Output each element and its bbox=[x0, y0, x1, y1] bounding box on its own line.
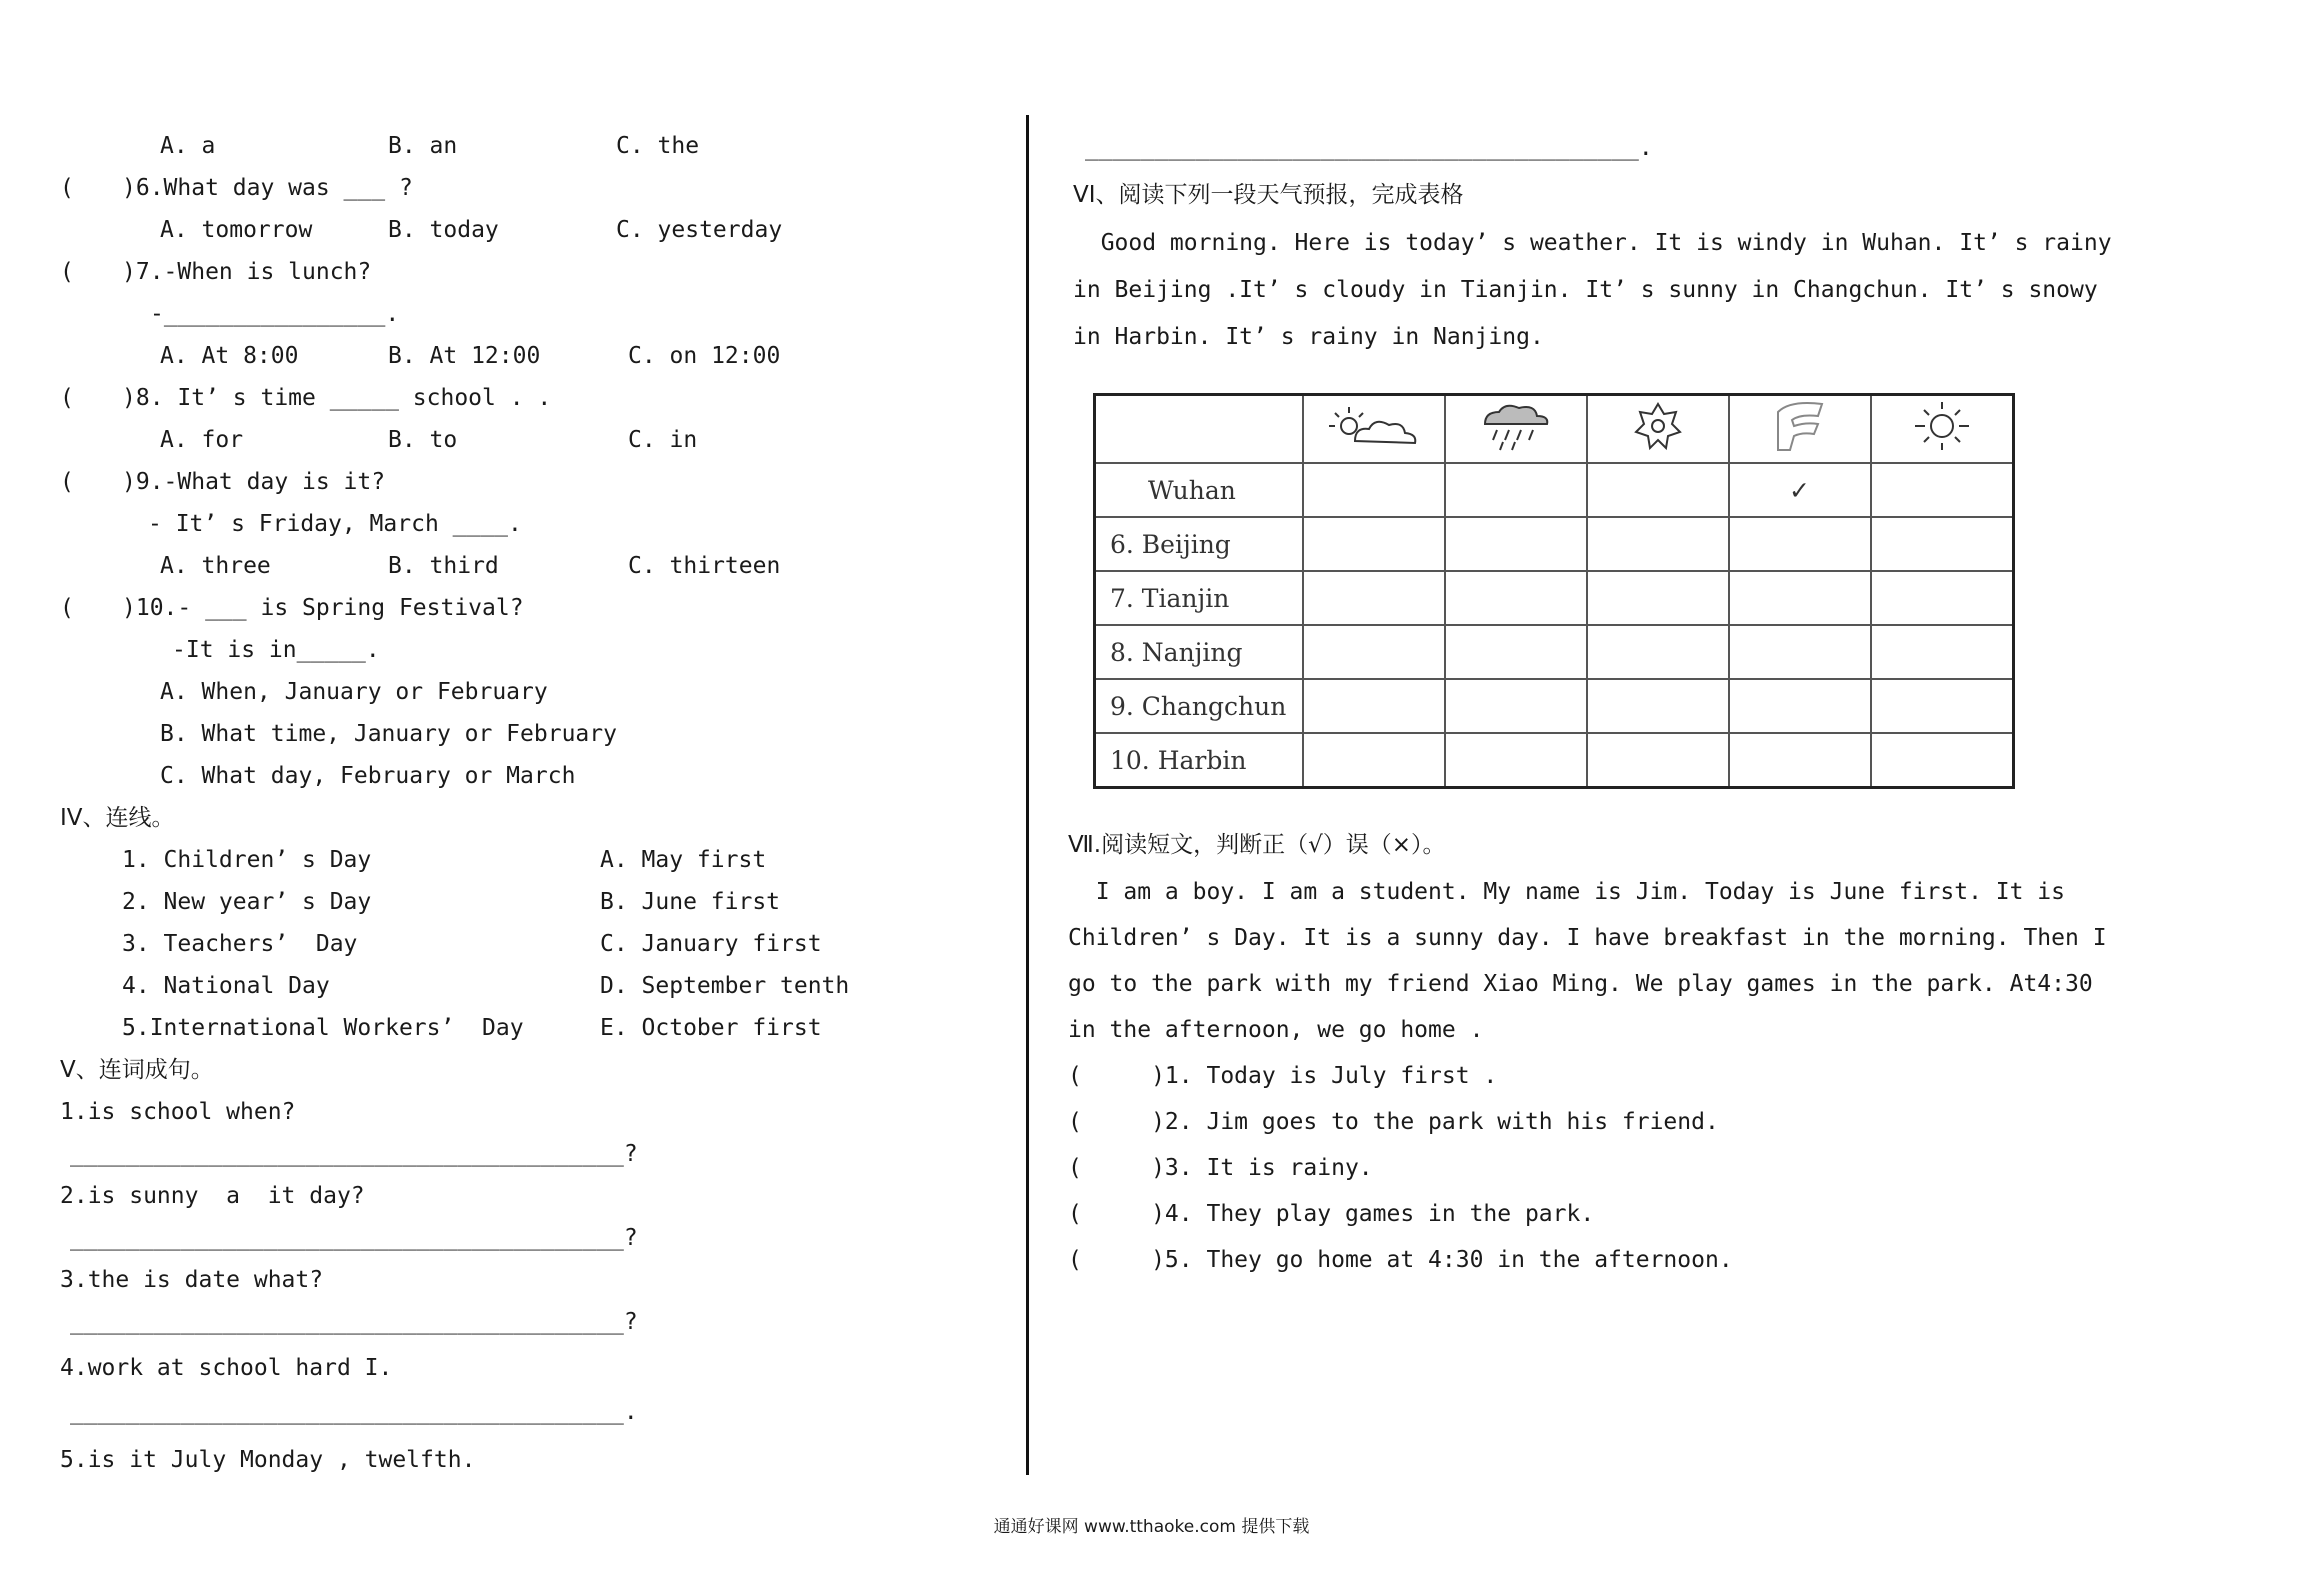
answer-blank: -________________. bbox=[150, 301, 400, 327]
answer-line[interactable]: ________________________________________. bbox=[70, 1399, 638, 1425]
windy-icon bbox=[1729, 395, 1871, 464]
tf-item[interactable]: ( )1. Today is July first . bbox=[1068, 1063, 1498, 1089]
section-title: Ⅶ.阅读短文，判断正（√）误（×）。 bbox=[1068, 832, 1446, 858]
table-row bbox=[1095, 463, 2014, 517]
sunny-icon bbox=[1871, 395, 2014, 464]
answer-cell[interactable] bbox=[1303, 733, 1445, 788]
passage-line: Good morning. Here is today’ s weather. It is windy in Wuhan. It’ s rainy bbox=[1073, 230, 2112, 256]
table-row bbox=[1095, 679, 2014, 733]
answer-cell[interactable] bbox=[1729, 571, 1871, 625]
match-left-item: 3. Teachers’ Day bbox=[122, 931, 358, 957]
tf-item[interactable]: ( )5. They go home at 4:30 in the afternoon. bbox=[1068, 1247, 1733, 1273]
match-right-item: E. October first bbox=[600, 1015, 822, 1041]
answer-cell[interactable] bbox=[1587, 679, 1729, 733]
question-text: )6.What day was ___ ? bbox=[122, 175, 413, 201]
answer-cell[interactable] bbox=[1729, 679, 1871, 733]
answer-line[interactable]: ________________________________________? bbox=[70, 1309, 638, 1335]
scrambled-sentence: 2.is sunny a it day? bbox=[60, 1183, 365, 1209]
city-cell: 9. Changchun bbox=[1095, 679, 1303, 733]
option-b: B. At 12:00 bbox=[388, 343, 541, 369]
question-text: )7.-When is lunch? bbox=[122, 259, 372, 285]
table-row bbox=[1095, 625, 2014, 679]
option-b: B. an bbox=[388, 133, 458, 159]
passage-line: in the afternoon, we go home . bbox=[1068, 1017, 1484, 1043]
match-right-item: D. September tenth bbox=[600, 973, 850, 999]
table-row bbox=[1095, 571, 2014, 625]
city-cell: 8. Nanjing bbox=[1095, 625, 1303, 679]
cloudy-icon bbox=[1303, 395, 1445, 464]
table-header-row bbox=[1095, 395, 2014, 464]
section-title: VI、阅读下列一段天气预报，完成表格 bbox=[1073, 182, 1464, 208]
city-cell: 10. Harbin bbox=[1095, 733, 1303, 788]
option-a: A. a bbox=[160, 133, 216, 159]
rainy-icon bbox=[1445, 395, 1587, 464]
checkmark-cell[interactable]: ✓ bbox=[1729, 463, 1871, 517]
passage-line: in Harbin. It’ s rainy in Nanjing. bbox=[1073, 324, 1544, 350]
answer-line[interactable]: ________________________________________. bbox=[1085, 135, 1653, 161]
option-b: B. What time, January or February bbox=[160, 721, 617, 747]
weather-table bbox=[1093, 393, 2015, 789]
option-b: B. third bbox=[388, 553, 499, 579]
answer-cell[interactable] bbox=[1303, 517, 1445, 571]
answer-cell[interactable] bbox=[1303, 463, 1445, 517]
match-right-item: A. May first bbox=[600, 847, 767, 873]
answer-line[interactable]: ________________________________________? bbox=[70, 1141, 638, 1167]
option-c: C. What day, February or March bbox=[160, 763, 576, 789]
answer-cell[interactable] bbox=[1445, 517, 1587, 571]
answer-paren[interactable]: ( bbox=[60, 595, 74, 621]
match-right-item: B. June first bbox=[600, 889, 781, 915]
passage-line: in Beijing .It’ s cloudy in Tianjin. It’ s sunny in Changchun. It’ s snowy bbox=[1073, 277, 2098, 303]
question-text: )9.-What day is it? bbox=[122, 469, 386, 495]
tf-item[interactable]: ( )3. It is rainy. bbox=[1068, 1155, 1373, 1181]
header-empty-cell bbox=[1095, 395, 1303, 464]
option-a: A. At 8:00 bbox=[160, 343, 299, 369]
answer-cell[interactable] bbox=[1303, 571, 1445, 625]
answer-cell[interactable] bbox=[1445, 463, 1587, 517]
section-title: IV、连线。 bbox=[60, 805, 175, 831]
footer-text: 通通好课网 www.tthaoke.com 提供下载 bbox=[993, 1517, 1310, 1537]
tf-item[interactable]: ( )2. Jim goes to the park with his friend. bbox=[1068, 1109, 1719, 1135]
option-a: A. tomorrow bbox=[160, 217, 313, 243]
option-b: B. to bbox=[388, 427, 458, 453]
question-text: )10.- ___ is Spring Festival? bbox=[122, 595, 524, 621]
table-row bbox=[1095, 517, 2014, 571]
answer-cell[interactable] bbox=[1729, 517, 1871, 571]
answer-paren[interactable]: ( bbox=[60, 259, 74, 285]
option-c: C. in bbox=[628, 427, 698, 453]
answer-cell[interactable] bbox=[1871, 463, 2014, 517]
option-c: C. yesterday bbox=[616, 217, 783, 243]
scrambled-sentence: 3.the is date what? bbox=[60, 1267, 324, 1293]
match-left-item: 4. National Day bbox=[122, 973, 330, 999]
answer-cell[interactable] bbox=[1587, 517, 1729, 571]
match-left-item: 1. Children’ s Day bbox=[122, 847, 372, 873]
answer-cell[interactable] bbox=[1445, 571, 1587, 625]
answer-paren[interactable]: ( bbox=[60, 469, 74, 495]
answer-cell[interactable] bbox=[1871, 733, 2014, 788]
column-divider bbox=[1026, 115, 1029, 1475]
answer-line[interactable]: ________________________________________? bbox=[70, 1225, 638, 1251]
match-right-item: C. January first bbox=[600, 931, 822, 957]
answer-cell[interactable] bbox=[1729, 625, 1871, 679]
scrambled-sentence: 4.work at school hard I. bbox=[60, 1355, 393, 1381]
match-left-item: 5.International Workers’ Day bbox=[122, 1015, 524, 1041]
answer-cell[interactable] bbox=[1587, 625, 1729, 679]
passage-line: Children’ s Day. It is a sunny day. I have breakfast in the morning. Then I bbox=[1068, 925, 2107, 951]
tf-item[interactable]: ( )4. They play games in the park. bbox=[1068, 1201, 1595, 1227]
snowy-icon bbox=[1587, 395, 1729, 464]
answer-cell[interactable] bbox=[1587, 733, 1729, 788]
city-cell: 7. Tianjin bbox=[1095, 571, 1303, 625]
option-a: A. for bbox=[160, 427, 244, 453]
section-title: V、连词成句。 bbox=[60, 1057, 214, 1083]
answer-cell[interactable] bbox=[1303, 679, 1445, 733]
option-c: C. on 12:00 bbox=[628, 343, 781, 369]
answer-cell[interactable] bbox=[1587, 463, 1729, 517]
option-a: A. When, January or February bbox=[160, 679, 548, 705]
answer-cell[interactable] bbox=[1871, 625, 2014, 679]
scrambled-sentence: 1.is school when? bbox=[60, 1099, 296, 1125]
option-c: C. the bbox=[616, 133, 700, 159]
answer-cell[interactable] bbox=[1445, 733, 1587, 788]
city-cell: 6. Beijing bbox=[1095, 517, 1303, 571]
passage-line: I am a boy. I am a student. My name is Jim. Today is June first. It is bbox=[1068, 879, 2065, 905]
answer-cell[interactable] bbox=[1445, 625, 1587, 679]
scrambled-sentence: 5.is it July Monday , twelfth. bbox=[60, 1447, 476, 1473]
passage-line: go to the park with my friend Xiao Ming. We play games in the park. At4:30 bbox=[1068, 971, 2093, 997]
question-line2: - It’ s Friday, March ____. bbox=[148, 511, 522, 537]
answer-cell[interactable] bbox=[1445, 679, 1587, 733]
answer-paren[interactable]: ( bbox=[60, 385, 74, 411]
answer-paren[interactable]: ( bbox=[60, 175, 74, 201]
option-c: C. thirteen bbox=[628, 553, 781, 579]
table-row bbox=[1095, 733, 2014, 788]
match-left-item: 2. New year’ s Day bbox=[122, 889, 372, 915]
question-line2: -It is in_____. bbox=[172, 637, 380, 663]
answer-cell[interactable] bbox=[1587, 571, 1729, 625]
option-b: B. today bbox=[388, 217, 499, 243]
answer-cell[interactable] bbox=[1871, 571, 2014, 625]
answer-cell[interactable] bbox=[1871, 679, 2014, 733]
answer-cell[interactable] bbox=[1303, 625, 1445, 679]
question-text: )8. It’ s time _____ school . . bbox=[122, 385, 552, 411]
answer-cell[interactable] bbox=[1871, 517, 2014, 571]
option-a: A. three bbox=[160, 553, 271, 579]
city-cell: Wuhan bbox=[1095, 463, 1303, 517]
answer-cell[interactable] bbox=[1729, 733, 1871, 788]
